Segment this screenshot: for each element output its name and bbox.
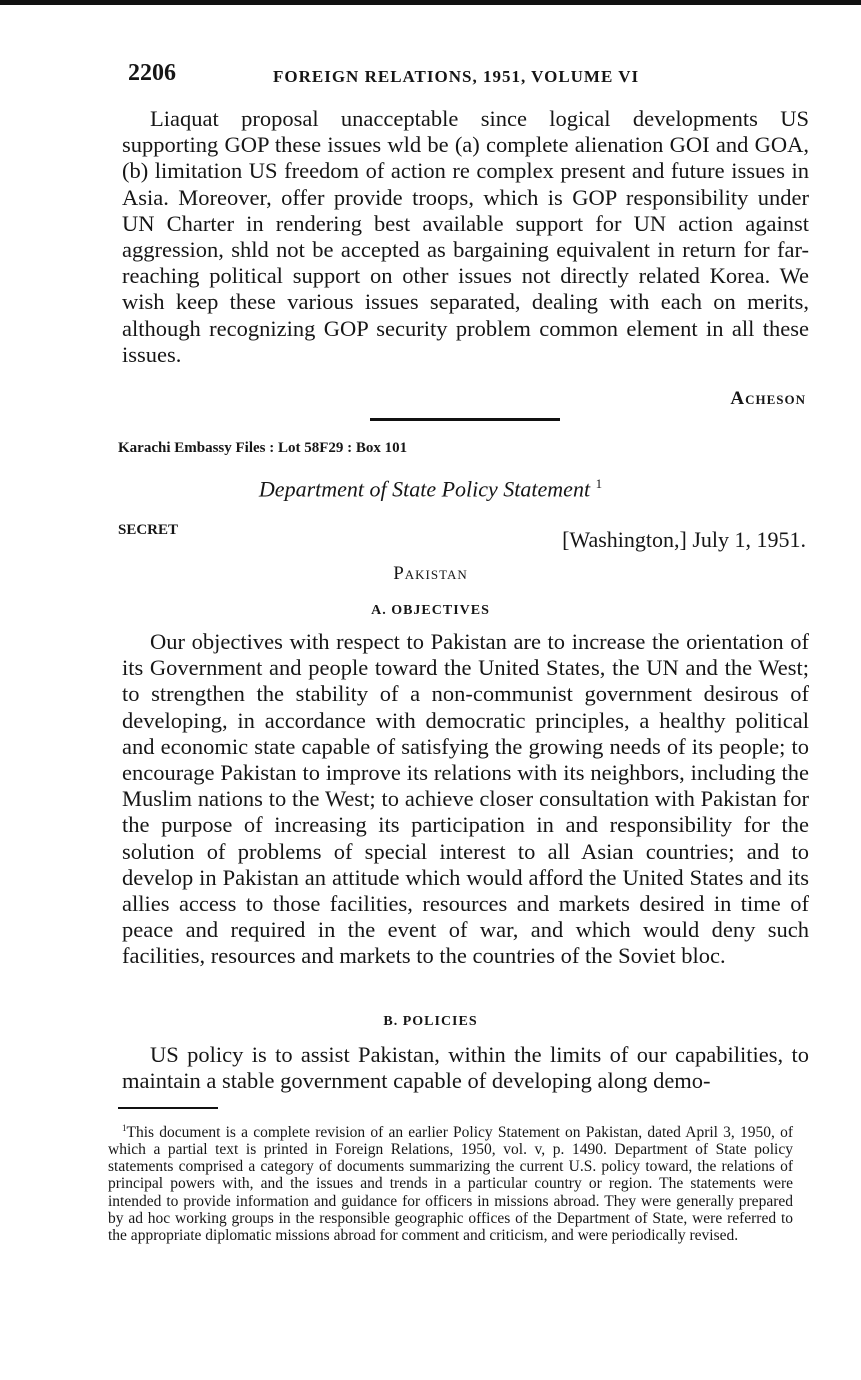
top-border (0, 0, 861, 5)
page-header (128, 60, 818, 90)
footnote-text: This document is a complete revision of an earlier Policy Statement on Pakistan, dated April 3, 1950, of which a partial text is printed in Foreign Relations, 1950, vol. v, p. 1490. Department of State policy statements comprised a category of documents summarizing the current U.S. policy toward, the relations of principal powers with, and the issues and trends in a particular country or region. The statements were intended to provide information and guidance for officers in missions abroad. They were generally prepared by ad hoc working groups in the responsible geographic offices of the Department of State, were referred to the appropriate diplomatic missions abroad for comment and criticism, and were periodically revised. (108, 1124, 793, 1244)
policies-heading: B. POLICIES (383, 1014, 478, 1029)
footnote-rule (118, 1107, 218, 1109)
document-title (0, 476, 861, 502)
dateline (562, 527, 806, 553)
policies-paragraph: US policy is to assist Pakistan, within the limits of our capabilities, to maintain a stable government capable of developing along demo- (122, 1042, 809, 1094)
signature: Acheson (730, 388, 806, 409)
file-reference: Karachi Embassy Files : Lot 58F29 : Box 101 (118, 440, 408, 456)
objectives-heading: A. OBJECTIVES (371, 603, 490, 618)
objectives-paragraph: Our objectives with respect to Pakistan are to increase the orientation of its Government and people toward the United States, the UN and the West; to strengthen the stability of a non-communist government desirous of developing, in accordance with democratic principles, a healthy political and economic state capable of satisfying the growing needs of its people; to encourage Pakistan to improve its relations with its neighbors, including the Muslim nations to the West; to achieve closer consultation with Pakistan for the purpose of increasing its participation in and responsibility for the solution of problems of special interest to all Asian countries; and to develop in Pakistan an attitude which would afford the United States and its allies access to those facilities, resources and markets desired in time of peace and required in the event of war, and which would deny such facilities, resources and markets to the countries of the Soviet bloc. (122, 629, 809, 969)
section-title: Pakistan (393, 563, 468, 584)
running-head: FOREIGN RELATIONS, 1951, VOLUME VI (273, 67, 640, 86)
page-number: 2206 (128, 60, 176, 86)
document-title-text: Department of State Policy Statement (258, 476, 591, 502)
top-paragraph: Liaquat proposal unacceptable since logical developments US supporting GOP these issues wld be (a) complete alienation GOI and GOA, (b) limitation US freedom of action re complex present and future issues in Asia. Moreover, offer provide troops, which is GOP responsibility under UN Charter in rendering best available support for UN action against aggression, shld not be accepted as bargaining equivalent in return for far-reaching political support on other issues not directly related Korea. We wish keep these various issues separated, dealing with each on merits, although recognizing GOP security problem common element in all these issues. (122, 106, 809, 367)
title-footnote-mark: 1 (595, 476, 603, 491)
footnote (108, 1120, 793, 1244)
classification-label: SECRET (118, 522, 179, 538)
section-divider (370, 418, 560, 421)
dateline-text: [Washington,] July 1, 1951. (562, 527, 806, 552)
footnote-mark: 1 (122, 1123, 127, 1133)
